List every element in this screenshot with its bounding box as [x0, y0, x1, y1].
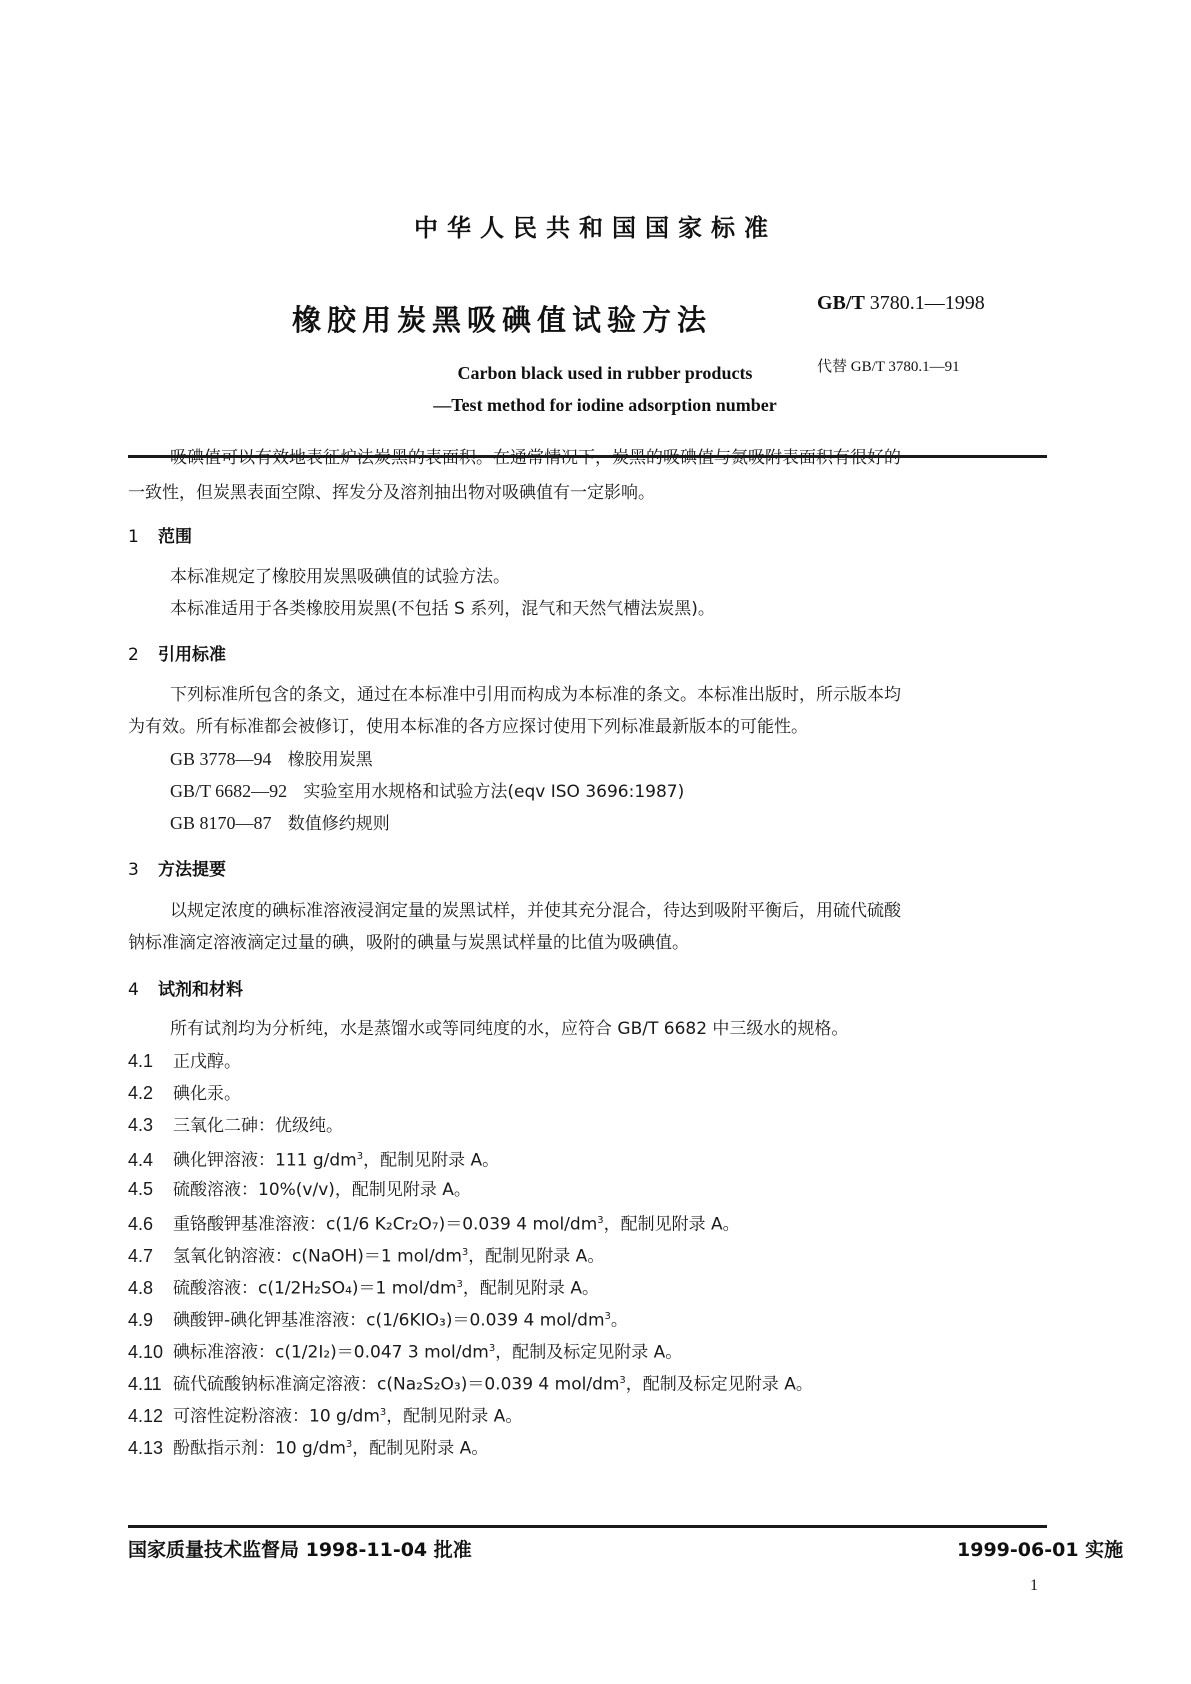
document-title-en-line2: —Test method for iodine adsorption number	[433, 395, 777, 415]
section-number: 2	[128, 645, 139, 665]
section-2-para-line-1: 下列标准所包含的条文，通过在本标准中引用而构成为本标准的条文。本标准出版时，所示版本均	[170, 685, 901, 705]
standard-code	[817, 292, 985, 315]
reagent-item	[128, 1210, 740, 1236]
item-text-a: 氢氧化钠溶液：c(NaOH)＝1 mol/dm	[173, 1246, 462, 1267]
item-number: 4.13	[128, 1437, 164, 1458]
reference-title: 数值修约规则	[287, 814, 390, 834]
item-text: 硫酸溶液：10%(v/v)，配制见附录 A。	[173, 1180, 471, 1200]
section-3-para-line-2: 钠标准滴定溶液滴定过量的碘，吸附的碘量与炭黑试样量的比值为吸碘值。	[128, 933, 689, 953]
superscript: 3	[356, 1151, 364, 1162]
item-text-a: 酚酞指示剂：10 g/dm	[173, 1438, 346, 1459]
document-title-cn: 橡胶用炭黑吸碘值试验方法	[292, 303, 713, 337]
item-text-a: 硫代硫酸钠标准滴定溶液：c(Na₂S₂O₃)＝0.039 4 mol/dm	[173, 1374, 620, 1395]
reagent-item	[128, 1306, 628, 1332]
item-text-a: 碘酸钾-碘化钾基准溶液：c(1/6KIO₃)＝0.039 4 mol/dm	[173, 1310, 605, 1331]
item-text-a: 碘标准溶液：c(1/2I₂)＝0.047 3 mol/dm	[173, 1342, 489, 1363]
section-title: 试剂和材料	[158, 980, 243, 1000]
reagent-item	[128, 1146, 499, 1172]
item-number: 4.10	[128, 1341, 164, 1362]
reference-item	[170, 748, 373, 771]
section-1-heading	[128, 522, 192, 547]
section-number: 3	[128, 860, 139, 880]
national-standard-label: 中华人民共和国国家标准	[414, 214, 777, 242]
item-number: 4.4	[128, 1149, 154, 1170]
intro-line-1: 吸碘值可以有效地表征炉法炭黑的表面积。在通常情况下，炭黑的吸碘值与氮吸附表面积有很好的	[170, 448, 901, 468]
superscript: 3	[604, 1311, 611, 1322]
implementation-date: 1999-06-01 实施	[957, 1539, 1124, 1561]
standard-code-number: 3780.1—1998	[869, 292, 985, 314]
item-number: 4.5	[128, 1179, 154, 1199]
superscript: 3	[345, 1439, 353, 1450]
item-text-b: ，配制及标定见附录 A。	[495, 1342, 683, 1363]
item-number: 4.3	[128, 1115, 154, 1135]
superscript: 3	[619, 1375, 626, 1386]
item-text-b: ，配制见附录 A。	[603, 1214, 740, 1235]
item-number: 4.11	[128, 1373, 162, 1394]
reference-title: 实验室用水规格和试验方法(eqv ISO 3696:1987)	[303, 782, 685, 802]
approval-date: 国家质量技术监督局 1998-11-04 批准	[128, 1539, 472, 1561]
item-text-b: ，配制见附录 A。	[462, 1278, 599, 1299]
reagent-item	[128, 1242, 604, 1268]
item-text: 正戊醇。	[173, 1052, 241, 1072]
item-text: 三氧化二砷：优级纯。	[173, 1116, 343, 1136]
superscript: 3	[461, 1247, 469, 1258]
page-number: 1	[1030, 1577, 1038, 1594]
section-3-heading	[128, 855, 226, 880]
section-title: 方法提要	[158, 860, 226, 880]
section-2-heading	[128, 640, 226, 665]
item-number: 4.7	[128, 1245, 154, 1266]
reagent-item	[128, 1082, 241, 1105]
reference-title: 橡胶用炭黑	[287, 750, 373, 770]
section-title: 引用标准	[158, 645, 226, 665]
reference-code: GB 8170—87	[170, 813, 272, 833]
section-title: 范围	[158, 527, 192, 547]
section-4-heading	[128, 975, 243, 1000]
reagent-item	[128, 1402, 522, 1428]
item-text-a: 可溶性淀粉溶液：10 g/dm	[173, 1406, 380, 1427]
reagent-item	[128, 1274, 599, 1300]
item-number: 4.2	[128, 1083, 154, 1103]
replaces-standard: 代替 GB/T 3780.1—91	[817, 359, 960, 375]
superscript: 3	[379, 1407, 387, 1418]
section-2-para-line-2: 为有效。所有标准都会被修订，使用本标准的各方应探讨使用下列标准最新版本的可能性。	[128, 717, 808, 737]
item-number: 4.8	[128, 1277, 154, 1298]
reagent-item	[128, 1370, 813, 1396]
item-text-a: 碘化钾溶液：111 g/dm	[173, 1150, 357, 1171]
section-3-para-line-1: 以规定浓度的碘标准溶液浸润定量的炭黑试样，并使其充分混合，待达到吸附平衡后，用硫代硫酸	[170, 901, 901, 921]
superscript: 3	[456, 1279, 463, 1290]
document-title-en-line1: Carbon black used in rubber products	[457, 363, 753, 383]
reference-code: GB/T 6682—92	[170, 781, 288, 801]
reference-code: GB 3778—94	[170, 749, 272, 769]
item-number: 4.6	[128, 1213, 154, 1234]
reagent-item	[128, 1434, 488, 1460]
superscript: 3	[597, 1215, 604, 1226]
section-number: 1	[128, 527, 139, 547]
item-text-b: ，配制见附录 A。	[386, 1406, 523, 1427]
item-number: 4.9	[128, 1309, 154, 1330]
reagent-item	[128, 1114, 343, 1137]
reagent-item	[128, 1178, 471, 1201]
item-text-b: 。	[610, 1310, 628, 1331]
section-1-para-1: 本标准规定了橡胶用炭黑吸碘值的试验方法。	[170, 567, 510, 587]
superscript: 3	[488, 1343, 496, 1354]
section-1-para-2: 本标准适用于各类橡胶用炭黑(不包括 S 系列，混气和天然气槽法炭黑)。	[170, 599, 715, 619]
item-text-b: ，配制见附录 A。	[363, 1150, 500, 1171]
item-text-a: 重铬酸钾基准溶液：c(1/6 K₂Cr₂O₇)＝0.039 4 mol/dm	[173, 1214, 598, 1235]
item-text-b: ，配制见附录 A。	[352, 1438, 489, 1459]
reagent-item	[128, 1050, 241, 1073]
section-4-para: 所有试剂均为分析纯，水是蒸馏水或等同纯度的水，应符合 GB/T 6682 中三级水的规格。	[170, 1019, 849, 1039]
standard-code-prefix: GB/T	[817, 292, 865, 314]
item-number: 4.1	[128, 1051, 154, 1071]
reference-item	[170, 812, 390, 835]
item-text: 碘化汞。	[173, 1084, 241, 1104]
item-number: 4.12	[128, 1405, 164, 1426]
intro-line-2: 一致性，但炭黑表面空隙、挥发分及溶剂抽出物对吸碘值有一定影响。	[128, 483, 655, 503]
footer-divider	[128, 1525, 1047, 1528]
section-number: 4	[128, 980, 139, 1000]
reference-item	[170, 780, 684, 803]
item-text-b: ，配制及标定见附录 A。	[625, 1374, 813, 1395]
item-text-b: ，配制见附录 A。	[468, 1246, 605, 1267]
reagent-item	[128, 1338, 682, 1364]
item-text-a: 硫酸溶液：c(1/2H₂SO₄)＝1 mol/dm	[173, 1278, 457, 1299]
